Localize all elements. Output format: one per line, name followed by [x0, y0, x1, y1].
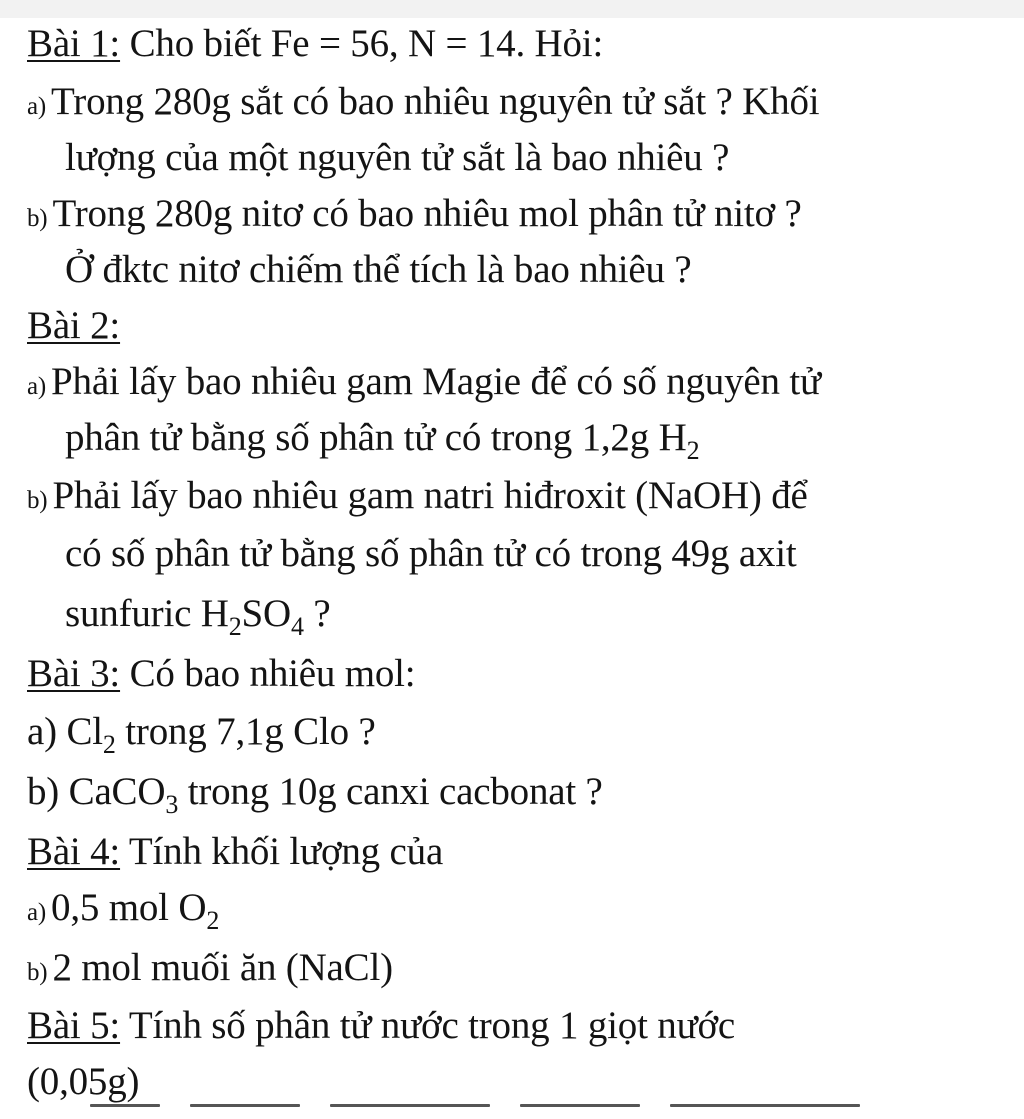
bai4-b-line: [27, 944, 393, 997]
bai2-a-text2: phân tử bằng số phân tử có trong 1,2g H: [65, 416, 687, 459]
bai1-a-line1: [27, 78, 819, 131]
bai1-heading: [27, 20, 603, 68]
bai4-text: Tính khối lượng của: [120, 830, 444, 873]
bai2-b-line2: có số phân tử bằng số phân tử có trong 49g axit: [65, 532, 797, 575]
bai2-b-text3b: SO: [241, 592, 291, 635]
bai2-a-line2: [65, 414, 700, 465]
bai2-a-text1: Phải lấy bao nhiêu gam Magie để có số nguyên tử: [51, 360, 821, 403]
bai2-b-line1: [27, 472, 808, 525]
bai3-b-line: [27, 768, 603, 819]
bai5-line2: (0,05g): [27, 1060, 140, 1103]
cut-off-line: [0, 1104, 1024, 1119]
bai1-a-text1: Trong 280g sắt có bao nhiêu nguyên tử sắt ? Khối: [51, 80, 820, 123]
bai1-a-line2: lượng của một nguyên tử sắt là bao nhiêu ?: [65, 136, 730, 179]
bai3-a-sub: 2: [102, 730, 116, 759]
bai1-title: Bài 1:: [27, 22, 121, 65]
bai3-title: Bài 3:: [27, 652, 121, 695]
bai4-title: Bài 4:: [27, 830, 121, 873]
bai2-b-sub2: 4: [291, 612, 304, 641]
bai1-a-marker: a): [27, 93, 47, 120]
bai4-b-marker: b): [27, 959, 48, 986]
bai2-b-text1: Phải lấy bao nhiêu gam natri hiđroxit (NaOH) để: [52, 474, 808, 517]
bai1-b-line2: Ở đktc nitơ chiếm thể tích là bao nhiêu ?: [65, 248, 692, 291]
bai4-a-sub: 2: [206, 906, 220, 935]
bai1-b-text1: Trong 280g nitơ có bao nhiêu mol phân tử nitơ ?: [52, 192, 802, 235]
bai3-a-pre: a) Cl: [27, 710, 103, 753]
bai2-b-text3a: sunfuric H: [65, 592, 229, 635]
bai4-a-text: 0,5 mol O: [51, 886, 207, 929]
bai3-b-post: trong 10g canxi cacbonat ?: [178, 770, 603, 813]
bai5-heading: [27, 1002, 735, 1050]
bai1-b-marker: b): [27, 205, 48, 232]
bai2-b-text3c: ?: [303, 592, 331, 635]
bai2-b-sub1: 2: [228, 612, 242, 641]
bai2-b-marker: b): [27, 487, 48, 514]
bai3-heading: [27, 650, 415, 698]
bai3-b-pre: b) CaCO: [27, 770, 166, 813]
bai3-a-post: trong 7,1g Clo ?: [115, 710, 376, 753]
bai5-text: Tính số phân tử nước trong 1 giọt nước: [120, 1004, 736, 1047]
bai1-text: Cho biết Fe = 56, N = 14. Hỏi:: [120, 22, 604, 65]
bai2-a-line1: [27, 358, 821, 411]
bai2-a-sub: 2: [686, 436, 700, 465]
bai3-a-line: [27, 708, 376, 759]
bai4-a-line: [27, 884, 219, 937]
bai2-b-line3: [65, 590, 331, 641]
bai3-text: Có bao nhiêu mol:: [120, 652, 416, 695]
bai5-title: Bài 5:: [27, 1004, 121, 1047]
bai1-b-line1: [27, 190, 802, 243]
bai2-title: Bài 2:: [27, 304, 121, 347]
bai3-b-sub: 3: [165, 790, 179, 819]
bai2-a-marker: a): [27, 373, 47, 400]
bai2-heading: [27, 302, 120, 350]
top-strip: [0, 0, 1024, 18]
bai4-a-marker: a): [27, 899, 47, 926]
bai4-b-text: 2 mol muối ăn (NaCl): [52, 946, 393, 989]
bai4-heading: [27, 828, 443, 876]
